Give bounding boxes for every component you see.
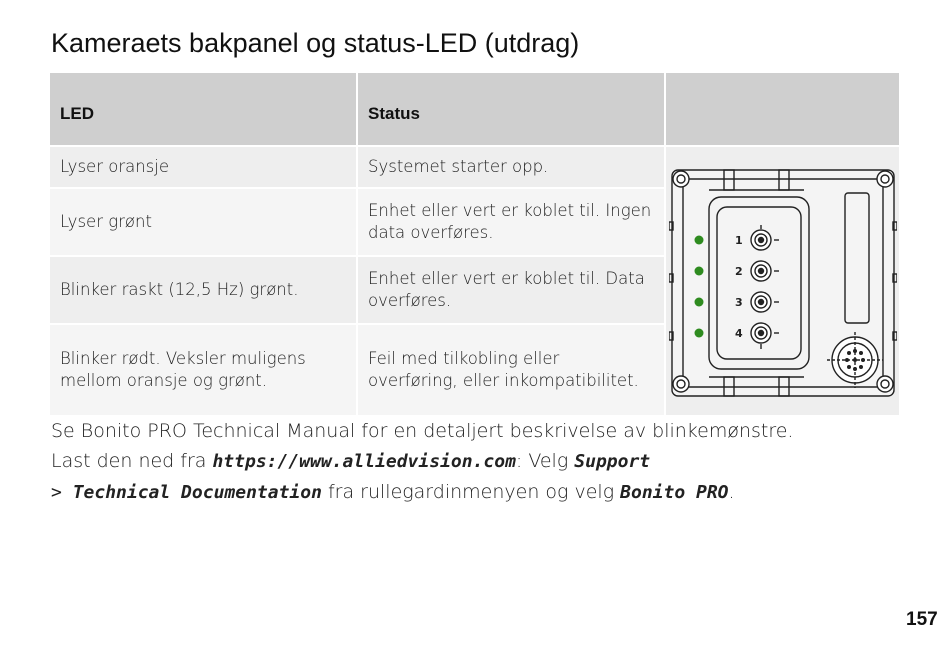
- column-header-status: Status: [358, 73, 666, 145]
- back-panel-cell: [666, 145, 899, 415]
- menu-separator: >: [51, 482, 73, 503]
- status-cell: Feil med tilkobling eller overføring, eller inkompatibilitet.: [358, 323, 666, 415]
- led-cell: Blinker rødt. Veksler muligens mellom oransje og grønt.: [50, 323, 358, 415]
- led-cell: Blinker raskt (12,5 Hz) grønt.: [50, 255, 358, 323]
- port-label-1: 1: [735, 234, 743, 247]
- status-led-4: [695, 329, 704, 338]
- port-label-3: 3: [735, 296, 743, 309]
- table-header-row: [50, 73, 899, 145]
- status-cell: Enhet eller vert er koblet til. Ingen data overføres.: [358, 187, 666, 255]
- website-link[interactable]: https://www.alliedvision.com: [212, 451, 516, 472]
- support-menu-ref: Support: [574, 451, 651, 472]
- led-status-table: [50, 73, 899, 415]
- port-label-4: 4: [735, 327, 743, 340]
- note-line-1: Se Bonito PRO Technical Manual for en detaljert beskrivelse av blinkemønstre.: [51, 420, 794, 442]
- port-label-2: 2: [735, 265, 743, 278]
- note-line-3: [51, 477, 793, 508]
- page-number: 157: [906, 609, 938, 630]
- column-header-blank: [666, 73, 899, 145]
- table-row: [50, 145, 899, 187]
- status-led-2: [695, 267, 704, 276]
- note-text: .: [728, 481, 735, 503]
- status-cell: Systemet starter opp.: [358, 145, 666, 187]
- note-text: fra rullegardinmenyen og velg: [321, 481, 621, 503]
- led-cell: Lyser grønt: [50, 187, 358, 255]
- note-text: Last den ned fra: [51, 450, 213, 472]
- note-text: : Velg: [515, 450, 575, 472]
- manual-reference-note: [51, 416, 793, 508]
- status-cell: Enhet eller vert er koblet til. Data overføres.: [358, 255, 666, 323]
- status-led-1: [695, 236, 704, 245]
- column-header-led: LED: [50, 73, 358, 145]
- led-cell: Lyser oransje: [50, 145, 358, 187]
- bonito-pro-ref: Bonito PRO: [620, 482, 729, 503]
- status-led-3: [695, 298, 704, 307]
- note-line-2: [51, 446, 793, 477]
- technical-documentation-ref: Technical Documentation: [72, 482, 322, 503]
- camera-back-panel-illustration: [669, 167, 897, 399]
- page-title: Kameraets bakpanel og status-LED (utdrag): [51, 28, 580, 58]
